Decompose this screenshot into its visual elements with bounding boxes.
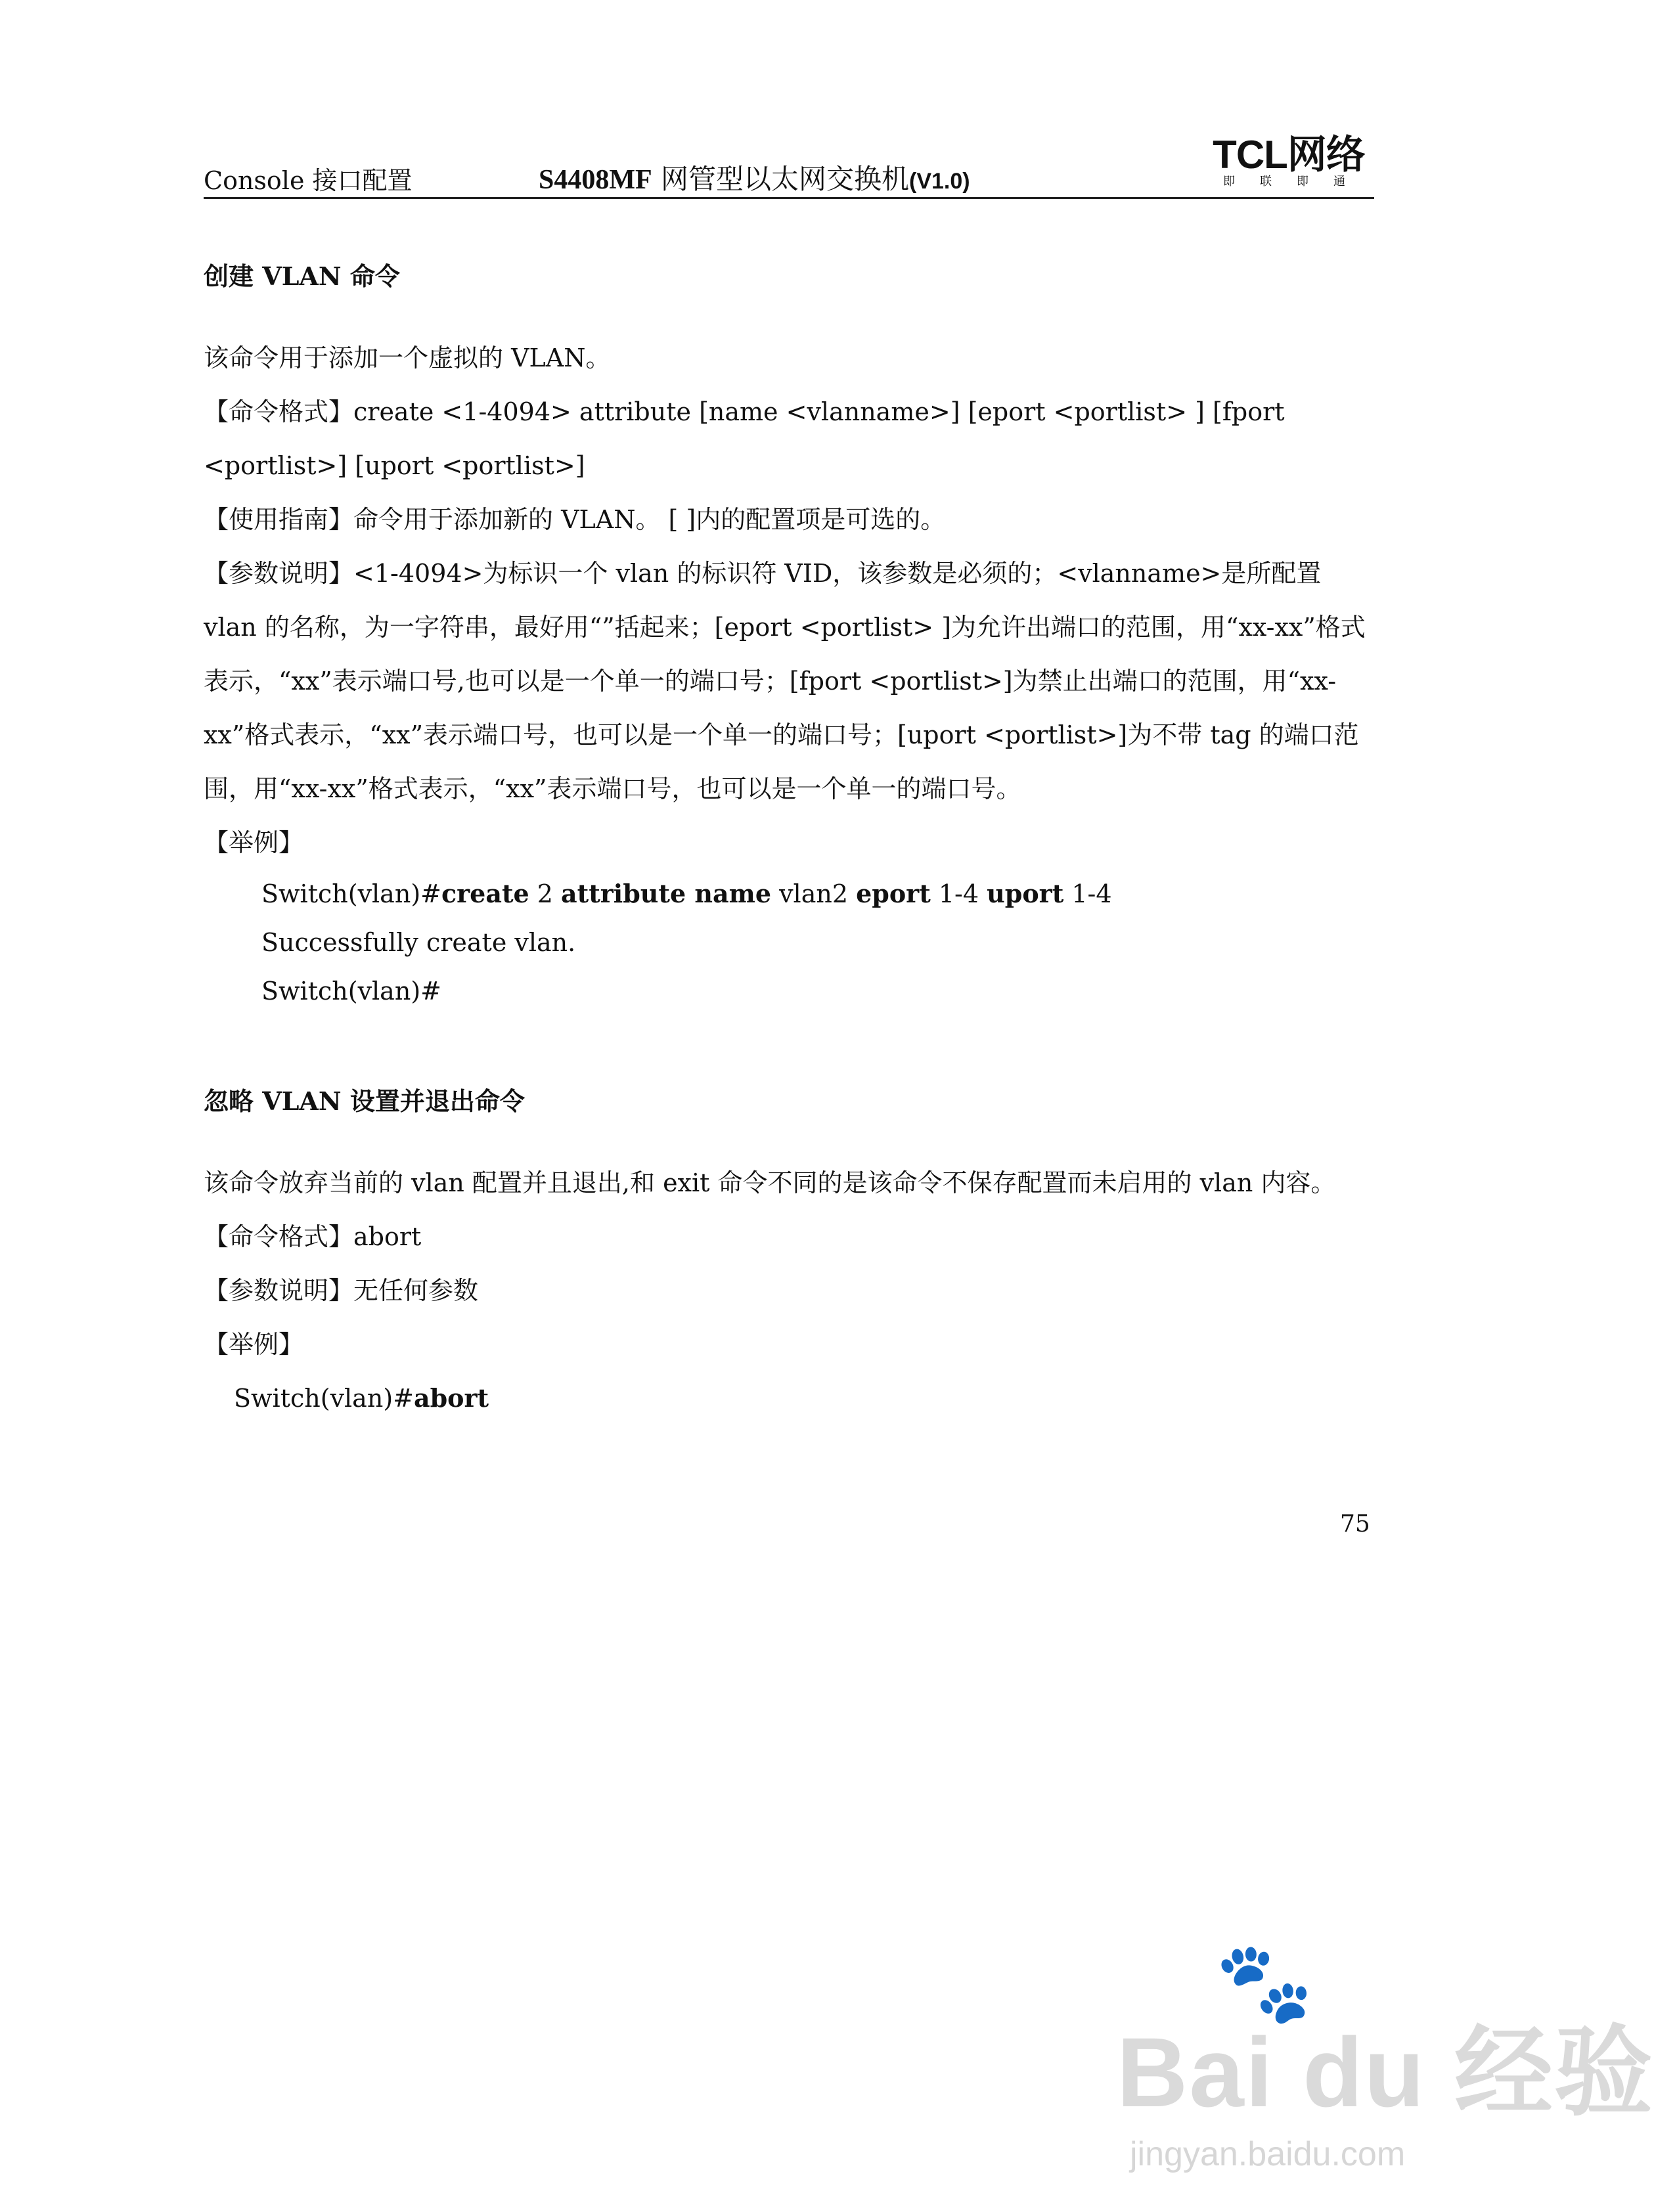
create-vlan-params: 【参数说明】<1-4094>为标识一个 vlan 的标识符 VID，该参数是必须的；<vlanname>是所配置 vlan 的名称，为一字符串，最好用“”括起来；[eport <portlist> ]为允许出端口的范围，用“xx-xx”格式表示，“xx”表示端口号,也可以是一个单一的端口号；[fport <portlist>]为禁止出端口的范围，用“xx-xx”格式表示，“xx”表示端口号，也可以是一个单一的端口号；[uport <portlist>]为不带 tag 的端口范围，用“xx-xx”格式表示，“xx”表示端口号，也可以是一个单一的端口号。 — [204, 559, 1366, 803]
example-output-line: Successfully create vlan. — [261, 928, 576, 957]
cli-keyword: uport — [987, 879, 1064, 908]
header-version: (V1.0) — [909, 169, 970, 194]
header-title — [539, 158, 970, 197]
section-title-abort-vlan: 忽略 VLAN 设置并退出命令 — [204, 1086, 525, 1116]
example-prompt-line: Switch(vlan)# — [261, 977, 441, 1006]
page-header — [204, 131, 1374, 199]
cli-prompt: Switch(vlan)# — [261, 879, 441, 908]
cli-arg: 1-4 — [930, 879, 987, 908]
tcl-logo — [1203, 135, 1374, 190]
cli-prompt: Switch(vlan)# — [234, 1384, 414, 1413]
cli-keyword: abort — [413, 1383, 489, 1413]
abort-vlan-params: 【参数说明】无任何参数 — [204, 1276, 479, 1305]
cli-arg: 1-4 — [1063, 879, 1112, 908]
header-section-name: Console 接口配置 — [204, 166, 413, 195]
abort-vlan-format: 【命令格式】abort — [204, 1222, 422, 1251]
abort-vlan-example-label: 【举例】 — [204, 1330, 304, 1359]
header-model: S4408MF — [539, 165, 652, 195]
create-vlan-format: 【命令格式】create <1-4094> attribute [name <vlanname>] [eport <portlist> ] [fport <portlist>] [uport <portlist>] — [204, 397, 1285, 480]
cli-keyword: attribute name — [561, 879, 771, 908]
section-title-create-vlan: 创建 VLAN 命令 — [204, 261, 400, 291]
baidu-watermark — [1117, 1937, 1654, 2180]
abort-vlan-example — [204, 1371, 1374, 1425]
watermark-url: jingyan.baidu.com — [1130, 2135, 1406, 2173]
paw-icon: 🐾 — [1215, 1937, 1314, 2029]
example-command-line — [261, 870, 1374, 918]
watermark-text: Bai du 经验 — [1117, 2017, 1654, 2127]
logo-slogan: 即联即通 — [1223, 175, 1370, 188]
page-number: 75 — [1340, 1511, 1370, 1537]
logo-brand: TCL网络 — [1213, 133, 1365, 177]
create-vlan-intro: 该命令用于添加一个虚拟的 VLAN。 — [204, 343, 611, 372]
cli-keyword: create — [441, 879, 529, 908]
cli-keyword: eport — [856, 879, 931, 908]
create-vlan-example-label: 【举例】 — [204, 828, 304, 857]
create-vlan-example — [204, 870, 1374, 1015]
create-vlan-guide: 【使用指南】命令用于添加新的 VLAN。 [ ]内的配置项是可选的。 — [204, 505, 946, 534]
abort-vlan-intro: 该命令放弃当前的 vlan 配置并且退出,和 exit 命令不同的是该命令不保存配置而未启用的 vlan 内容。 — [204, 1168, 1336, 1197]
cli-arg: vlan2 — [771, 879, 857, 908]
page-content — [204, 250, 1374, 1425]
cli-arg: 2 — [529, 879, 562, 908]
header-product: 网管型以太网交换机 — [652, 163, 910, 195]
